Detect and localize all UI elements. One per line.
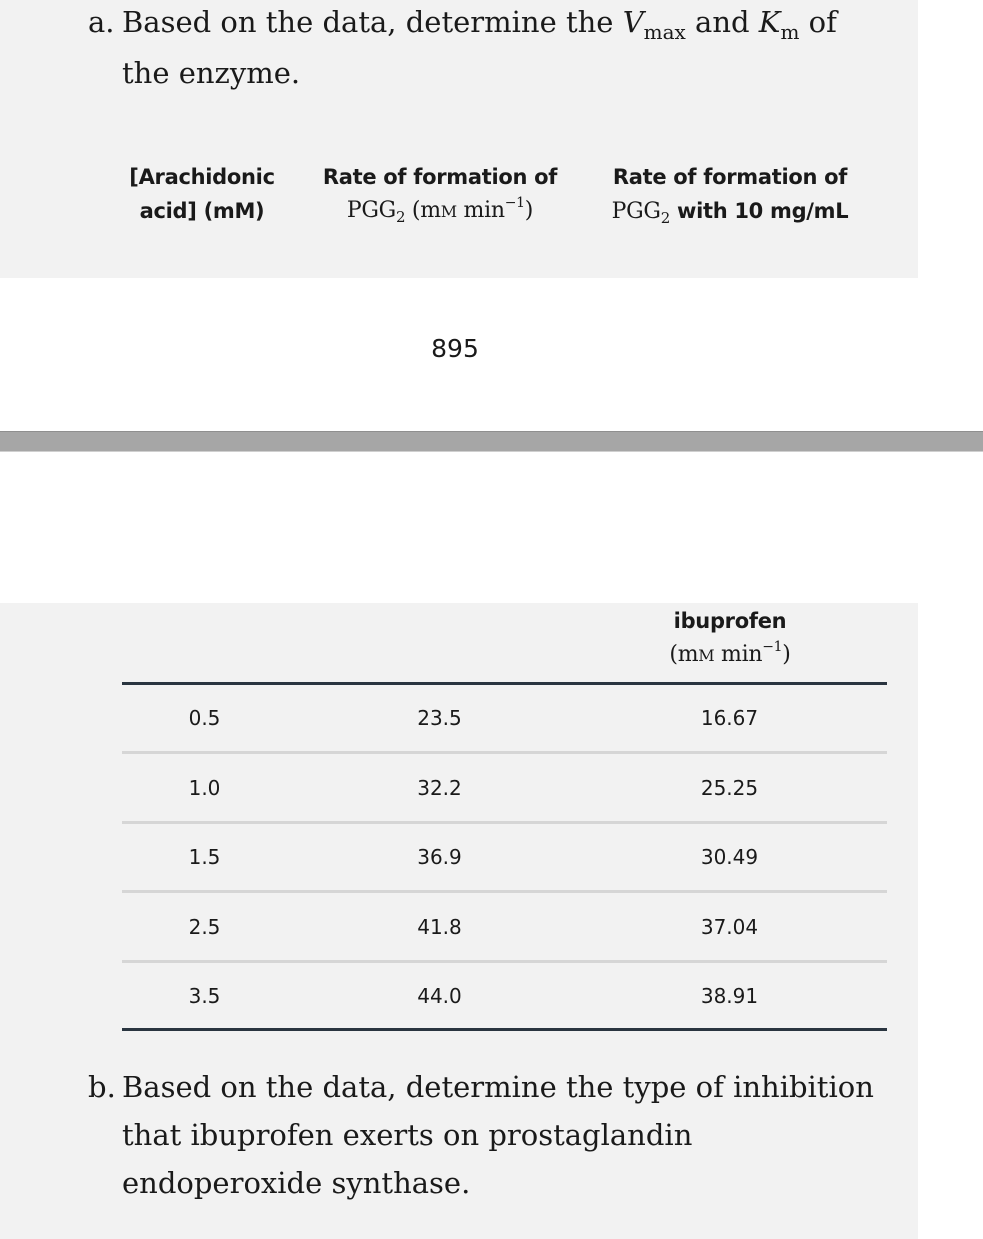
acid-cell: 0.5	[188, 706, 221, 730]
table-row	[122, 907, 887, 947]
table-top-rule	[122, 682, 887, 685]
km-symbol: $K_m$	[758, 5, 800, 44]
table-bottom-rule	[122, 1028, 887, 1031]
acid-cell: 2.5	[188, 915, 221, 939]
question-b	[88, 1063, 888, 1207]
table-row	[122, 768, 887, 808]
question-b-number: b.	[88, 1070, 116, 1104]
table-row	[122, 837, 887, 877]
acid-cell: 1.5	[188, 845, 221, 869]
row-divider	[122, 751, 887, 754]
rate-cell: 23.5	[417, 706, 462, 730]
stray-value: 895	[431, 334, 479, 363]
rate-cell: 36.9	[417, 845, 462, 869]
rate-cell: 44.0	[417, 984, 462, 1008]
table-row	[122, 698, 887, 738]
acid-cell: 3.5	[188, 984, 221, 1008]
rate-ibuprofen-cell: 38.91	[700, 984, 759, 1008]
rate-ibuprofen-cell: 16.67	[700, 706, 759, 730]
page-divider-bar	[0, 431, 983, 452]
acid-cell: 1.0	[188, 776, 221, 800]
question-a-text: Based on the data, determine the $V_{max}$ and $K_m$ of the enzyme.	[122, 5, 837, 90]
header-rate-pgg2-ibuprofen: Rate of formation of $PGG_2$ with 10 mg/mL	[611, 165, 849, 227]
header-rate-pgg2: Rate of formation of $PGG_2$ (mM $\min^{-1}$)	[322, 165, 558, 226]
rate-cell: 41.8	[417, 915, 462, 939]
question-a-number: a.	[88, 5, 115, 39]
rate-ibuprofen-cell: 37.04	[700, 915, 759, 939]
table-row	[122, 976, 887, 1016]
question-a	[88, 0, 888, 97]
vmax-symbol: $V_{max}$	[622, 5, 686, 44]
header-arachidonic-acid: [Arachidonic acid] (mM)	[129, 165, 275, 223]
rate-ibuprofen-cell: 30.49	[700, 845, 759, 869]
question-b-text: Based on the data, determine the type of inhibition that ibuprofen exerts on prostaglandin endoperoxide synthase.	[122, 1070, 874, 1200]
rate-ibuprofen-cell: 25.25	[700, 776, 759, 800]
rate-cell: 32.2	[417, 776, 462, 800]
row-divider	[122, 821, 887, 824]
row-divider	[122, 960, 887, 963]
header-rate-pgg2-ibuprofen-continued: ibuprofen (mM $\min^{-1}$)	[669, 609, 791, 667]
row-divider	[122, 890, 887, 893]
